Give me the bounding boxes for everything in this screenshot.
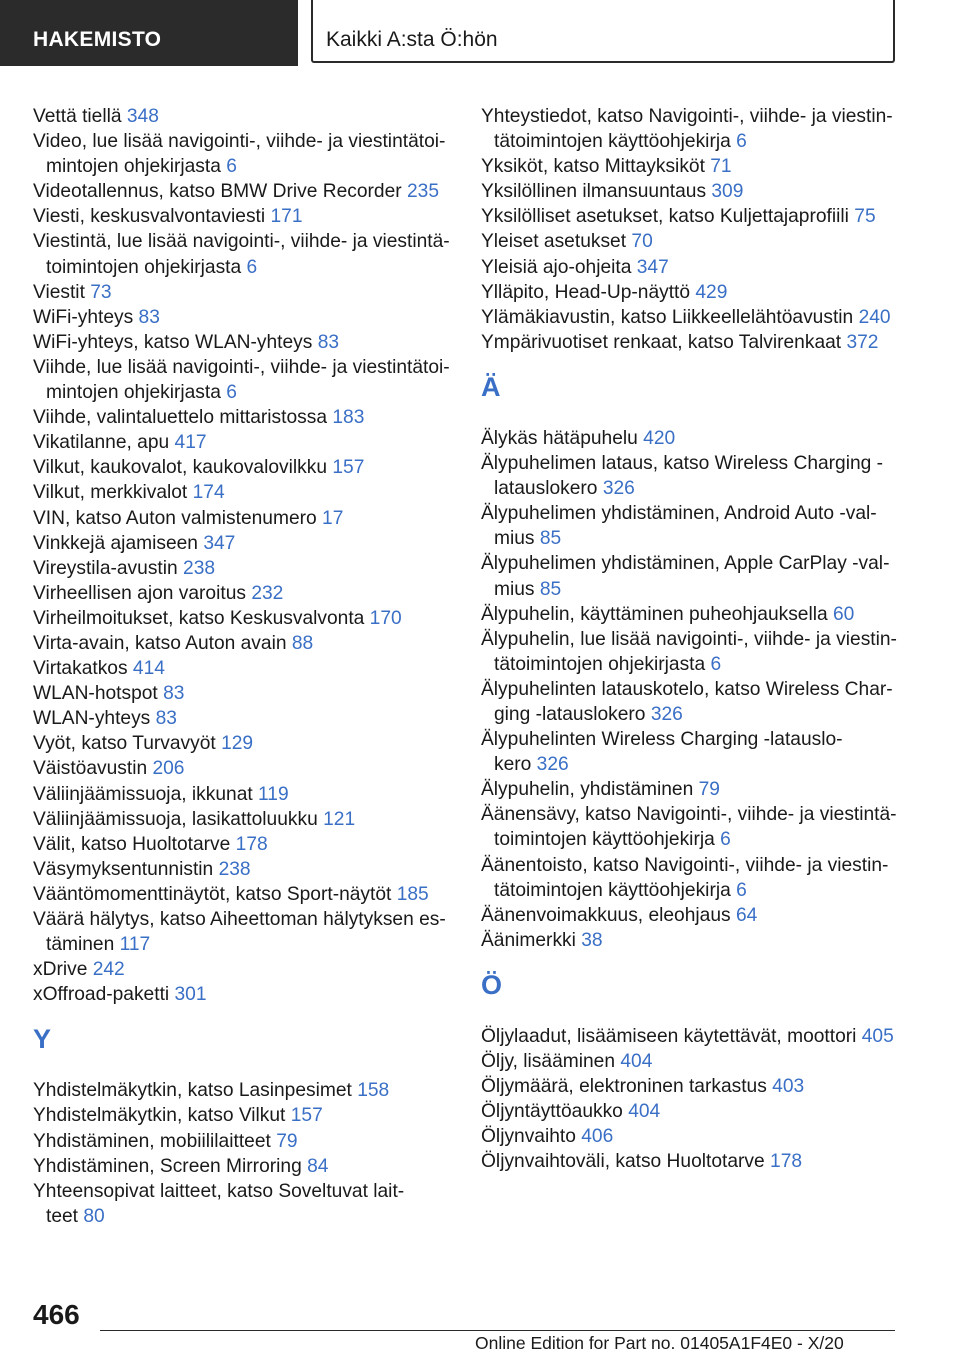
entry-text: Viesti, keskusvalvontaviesti (33, 206, 266, 228)
entry-text: Älypuhelin, yhdistäminen (481, 779, 694, 801)
entry-text: Yhdistelmäkytkin, katso Vilkut (33, 1105, 286, 1127)
page-link[interactable]: 309 (711, 181, 744, 203)
entry-text: Välit, katso Huoltotarve (33, 833, 231, 855)
index-entry (33, 1129, 453, 1154)
index-entry (481, 903, 921, 928)
index-entry (33, 531, 453, 556)
index-entry (481, 727, 921, 777)
entry-text: mintojen ohjekirjasta (46, 382, 221, 404)
index-entry (33, 581, 453, 606)
entry-text: Öljynvaihto (481, 1126, 576, 1148)
entry-text: Väliinjäämissuoja, lasikattoluukku (33, 808, 318, 830)
page-link[interactable]: 129 (221, 733, 254, 755)
entry-text: Väärä hälytys, katso Aiheettoman hälytyksen es- (33, 909, 446, 930)
index-entry (33, 280, 453, 305)
entry-text: xDrive (33, 959, 88, 981)
index-entry (481, 204, 921, 229)
footer-divider (100, 1330, 895, 1331)
page-link[interactable]: 117 (119, 934, 151, 956)
section-tab: HAKEMISTO (0, 0, 298, 66)
index-entry (33, 782, 453, 807)
edition-note: Online Edition for Part no. 01405A1F4E0 - X/20 (475, 1333, 844, 1353)
index-entry (33, 857, 453, 882)
entry-text: Videotallennus, katso BMW Drive Recorder (33, 181, 402, 203)
index-entry (481, 1099, 921, 1124)
page-link[interactable]: 347 (203, 532, 236, 554)
entry-text: Yhteystiedot, katso Navigointi-, viihde- ja viestin- (481, 106, 893, 127)
entry-text: Virtakatkos (33, 658, 128, 680)
index-entry (481, 501, 921, 551)
page-link[interactable]: 178 (770, 1151, 803, 1173)
page-link[interactable]: 404 (628, 1101, 661, 1123)
index-entry (33, 731, 453, 756)
page-link[interactable]: 121 (323, 808, 356, 830)
index-entry (481, 602, 921, 627)
index-entry (481, 677, 921, 727)
index-column-right (481, 104, 921, 1174)
index-entry (33, 882, 453, 907)
index-entry (33, 756, 453, 781)
page-link[interactable]: 174 (192, 482, 225, 504)
page-link[interactable]: 83 (317, 331, 340, 353)
page-link[interactable]: 238 (218, 858, 251, 880)
index-entry (33, 1078, 453, 1103)
entry-text: Yhdistäminen, Screen Mirroring (33, 1155, 302, 1177)
page-link[interactable]: 417 (174, 432, 207, 454)
index-entry (481, 229, 921, 254)
page-link[interactable]: 71 (710, 156, 732, 178)
index-entry (33, 1154, 453, 1179)
page-link[interactable]: 414 (132, 658, 165, 680)
index-entry (481, 1074, 921, 1099)
entry-text: mius (494, 528, 535, 550)
entry-text: toimintojen käyttöohjekirja (494, 829, 715, 851)
entry-text: Äänimerkki (481, 929, 576, 951)
entry-text: Virta-avain, katso Auton avain (33, 632, 287, 654)
index-entry (33, 982, 453, 1007)
page-link[interactable]: 88 (291, 632, 314, 654)
entry-text: Yhdistelmäkytkin, katso Lasinpesimet (33, 1080, 352, 1102)
entry-text: mintojen ohjekirjasta (46, 156, 221, 178)
page-link[interactable]: 79 (276, 1130, 298, 1152)
index-entry (481, 853, 921, 903)
entry-text: Älypuhelin, lue lisää navigointi-, viihde- ja viestin- (481, 628, 897, 650)
page-link[interactable]: 405 (861, 1025, 894, 1047)
entry-text: VIN, katso Auton valmistenumero (33, 507, 317, 529)
page-link[interactable]: 406 (581, 1126, 614, 1148)
index-entry (33, 631, 453, 656)
index-entry (33, 430, 453, 455)
page-link[interactable]: 372 (846, 331, 879, 353)
entry-text: Vireystila-avustin (33, 557, 178, 579)
entry-text: tätoimintojen käyttöohjekirja (494, 879, 731, 901)
entry-text: Älypuhelimen lataus, katso Wireless Charging - (481, 453, 884, 475)
entry-text: Vinkkejä ajamiseen (33, 532, 198, 554)
entry-text: Virheellisen ajon varoitus (33, 582, 246, 604)
entry-text: Älypuhelinten Wireless Charging -latauslo- (481, 729, 843, 751)
page-link[interactable]: 6 (246, 256, 258, 278)
index-entry (33, 606, 453, 631)
page-header (0, 0, 960, 66)
entry-text: Vettä tiellä (33, 106, 122, 127)
index-entry (481, 255, 921, 280)
entry-text: ging -latauslokero (494, 703, 646, 725)
entry-text: Öljy, lisääminen (481, 1051, 616, 1072)
entry-text: Älykäs hätäpuhelu (481, 427, 638, 449)
index-entry (33, 104, 453, 129)
entry-text: toimintojen ohjekirjasta (46, 256, 242, 278)
page-link[interactable]: 206 (152, 758, 185, 780)
index-entry (481, 179, 921, 204)
entry-text: latauslokero (494, 478, 598, 500)
entry-text: Väsymyksentunnistin (33, 858, 214, 880)
index-entry (33, 1103, 453, 1128)
entry-text: Älypuhelimen yhdistäminen, Apple CarPlay -val- (481, 553, 890, 575)
index-entry (481, 1049, 921, 1074)
index-entry (481, 280, 921, 305)
page-link[interactable]: 79 (698, 779, 720, 801)
index-entry (33, 229, 453, 279)
page-link[interactable]: 6 (226, 382, 237, 404)
entry-text: Öljynvaihtoväli, katso Huoltotarve (481, 1151, 765, 1173)
page-link[interactable]: 80 (83, 1205, 105, 1227)
page-link[interactable]: 64 (735, 904, 758, 926)
page-link[interactable]: 85 (539, 528, 562, 550)
index-entry (33, 204, 453, 229)
page-link[interactable]: 183 (332, 407, 365, 429)
index-entry (481, 104, 921, 154)
entry-text: WLAN-hotspot (33, 683, 158, 705)
index-entry (33, 506, 453, 531)
entry-text: Viihde, lue lisää navigointi-, viihde- ja viestintätoi- (33, 356, 450, 378)
page-link[interactable]: 84 (307, 1155, 329, 1177)
page-link[interactable]: 6 (226, 156, 237, 178)
page-link[interactable]: 429 (695, 281, 728, 303)
index-entry (481, 551, 921, 601)
page-link[interactable]: 6 (710, 653, 722, 675)
page-link[interactable]: 326 (536, 754, 569, 776)
page-link[interactable]: 301 (174, 984, 207, 1006)
entry-text: Öljymäärä, elektroninen tarkastus (481, 1076, 767, 1098)
entry-text: WiFi-yhteys (33, 306, 134, 328)
index-entry (481, 451, 921, 501)
entry-text: Yksilöllinen ilmansuuntaus (481, 181, 707, 203)
entry-text: Älypuhelimen yhdistäminen, Android Auto -val- (481, 503, 877, 525)
page-link[interactable]: 185 (396, 883, 429, 905)
page-link[interactable]: 326 (650, 703, 683, 725)
page-link[interactable]: 158 (357, 1080, 390, 1102)
index-entry (481, 426, 921, 451)
page-link[interactable]: 83 (155, 708, 177, 730)
entry-text: Yksilölliset asetukset, katso Kuljettajaprofiili (481, 206, 849, 228)
entry-text: Ylläpito, Head-Up-näyttö (481, 281, 691, 303)
entry-text: Yhteensopivat laitteet, katso Soveltuvat lait- (33, 1180, 405, 1202)
index-entry (33, 455, 453, 480)
entry-text: Video, lue lisää navigointi-, viihde- ja viestintätoi- (33, 131, 446, 153)
page-link[interactable]: 404 (620, 1051, 653, 1072)
page-link[interactable]: 83 (163, 683, 185, 705)
page-link[interactable]: 420 (643, 427, 676, 449)
page-link[interactable]: 85 (539, 578, 562, 600)
entry-text: Vilkut, kaukovalot, kaukovalovilkku (33, 457, 328, 479)
page-link[interactable]: 70 (631, 231, 653, 253)
entry-text: Öljyntäyttöaukko (481, 1101, 623, 1123)
index-entry (33, 681, 453, 706)
page-link[interactable]: 235 (406, 181, 439, 203)
entry-text: Vääntömomenttinäytöt, katso Sport-näytöt (33, 883, 392, 905)
index-entry (481, 802, 921, 852)
entry-text: WLAN-yhteys (33, 708, 151, 730)
entry-text: Vikatilanne, apu (33, 432, 170, 454)
page-link[interactable]: 348 (126, 106, 159, 127)
index-entry (481, 1024, 921, 1049)
page-link[interactable]: 75 (854, 206, 876, 228)
page-link[interactable]: 73 (90, 281, 112, 303)
index-entry (481, 154, 921, 179)
page-link[interactable]: 17 (322, 507, 344, 529)
entry-text: Viestit (33, 281, 85, 303)
page-link[interactable]: 242 (92, 959, 125, 981)
entry-text: Vilkut, merkkivalot (33, 482, 188, 504)
entry-text: Väliinjäämissuoja, ikkunat (33, 783, 253, 805)
index-entry (33, 807, 453, 832)
entry-text: Ympärivuotiset renkaat, katso Talvirenkaat (481, 331, 842, 353)
index-entry (481, 1124, 921, 1149)
entry-text: Vyöt, katso Turvavyöt (33, 733, 216, 755)
index-entry (33, 355, 453, 405)
entry-text: Viestintä, lue lisää navigointi-, viihde- ja viestintä- (33, 231, 450, 253)
page-link[interactable]: 178 (235, 833, 268, 855)
page-link[interactable]: 157 (332, 457, 365, 479)
page-link[interactable]: 6 (720, 829, 731, 851)
page-link[interactable]: 238 (183, 557, 216, 579)
page-link[interactable]: 171 (270, 206, 303, 228)
page-link[interactable]: 232 (251, 582, 284, 604)
index-column-left (33, 104, 453, 1229)
entry-text: WiFi-yhteys, katso WLAN-yhteys (33, 331, 313, 353)
entry-text: Viihde, valintaluettelo mittaristossa (33, 407, 328, 429)
page-link[interactable]: 119 (258, 783, 289, 805)
entry-text: Öljylaadut, lisäämiseen käytettävät, moottori (481, 1025, 857, 1047)
letter-heading: Ä (481, 371, 501, 402)
entry-text: Ylämäkiavustin, katso Liikkeellelähtöavustin (481, 306, 854, 328)
index-entry (33, 330, 453, 355)
entry-text: Älypuhelin, käyttäminen puheohjauksella (481, 603, 828, 625)
index-entry (481, 305, 921, 330)
entry-text: xOffroad-paketti (33, 984, 170, 1006)
page-link[interactable]: 347 (636, 256, 669, 278)
page-number: 466 (33, 1299, 80, 1330)
entry-text: tätoimintojen käyttöohjekirja (494, 131, 731, 153)
page-link[interactable]: 403 (772, 1076, 805, 1098)
index-entry (33, 706, 453, 731)
index-entry (481, 928, 921, 953)
entry-text: Äänenvoimakkuus, eleohjaus (481, 904, 731, 926)
index-entry (33, 556, 453, 581)
index-entry (481, 777, 921, 802)
page-link[interactable]: 240 (858, 306, 891, 328)
entry-text: Yleiset asetukset (481, 231, 627, 253)
index-entry (481, 330, 921, 355)
index-entry (481, 627, 921, 677)
page-link[interactable]: 157 (290, 1105, 323, 1127)
index-entry (33, 957, 453, 982)
entry-text: Yleisiä ajo-ohjeita (481, 256, 632, 278)
page-link[interactable]: 60 (833, 603, 855, 625)
page-link[interactable]: 326 (602, 478, 635, 500)
page-link[interactable]: 6 (736, 131, 747, 153)
entry-text: Äänensävy, katso Navigointi-, viihde- ja viestintä- (481, 804, 897, 826)
page-link[interactable]: 83 (138, 306, 160, 328)
chapter-title: Kaikki A:sta Ö:hön (311, 0, 895, 63)
page-link[interactable]: 170 (369, 607, 402, 629)
entry-text: täminen (46, 934, 115, 956)
entry-text: tätoimintojen ohjekirjasta (494, 653, 706, 675)
entry-text: Virheilmoitukset, katso Keskusvalvonta (33, 607, 365, 629)
entry-text: Älypuhelinten latauskotelo, katso Wireless Char- (481, 678, 893, 700)
entry-text: teet (46, 1205, 79, 1227)
index-entry (33, 405, 453, 430)
index-entry (481, 1149, 921, 1174)
index-entry (33, 656, 453, 681)
index-entry (33, 480, 453, 505)
entry-text: Yksiköt, katso Mittayksiköt (481, 156, 705, 178)
index-entry (33, 305, 453, 330)
index-entry (33, 1179, 453, 1229)
index-entry (33, 179, 453, 204)
entry-text: Äänentoisto, katso Navigointi-, viihde- ja viestin- (481, 854, 889, 876)
entry-text: kero (494, 754, 532, 776)
page-link[interactable]: 6 (736, 879, 747, 901)
index-entry (33, 907, 453, 957)
letter-heading: Ö (481, 969, 503, 1000)
letter-heading: Y (33, 1024, 52, 1055)
page-link[interactable]: 38 (581, 929, 603, 951)
entry-text: Väistöavustin (33, 758, 148, 780)
entry-text: Yhdistäminen, mobiililaitteet (33, 1130, 271, 1152)
index-entry (33, 129, 453, 179)
index-entry (33, 832, 453, 857)
entry-text: mius (494, 578, 535, 600)
